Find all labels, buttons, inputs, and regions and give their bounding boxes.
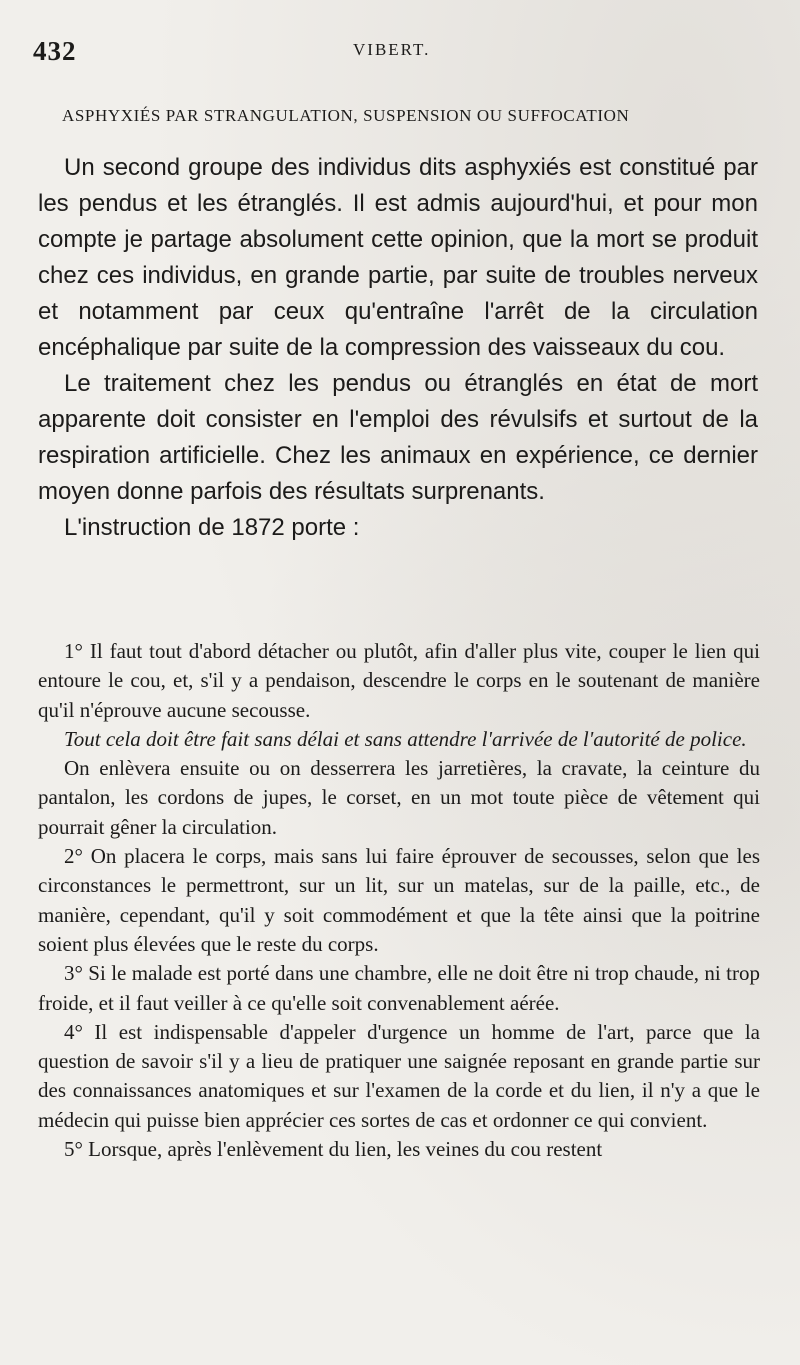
- paragraph: Le traitement chez les pendus ou étranglés en état de mort apparente doit consister en l'emploi des révulsifs et surtout de la respiration artificielle. Chez les animaux en expérience, ce dernier moyen donne parfois des résultats surprenants.: [38, 370, 758, 505]
- instruction-item: 2° On placera le corps, mais sans lui faire éprouver de secousses, selon que les circonstances le permettront, sur un lit, sur un matelas, sur de la paille, etc., de manière, cependant, qu'il y soit commodément et que la tête ainsi que la poitrine soient plus élevées que le reste du corps.: [38, 844, 760, 956]
- instruction-item: 3° Si le malade est porté dans une chambre, elle ne doit être ni trop chaude, ni trop froide, et il faut veiller à ce qu'elle soit convenablement aérée.: [38, 961, 760, 1015]
- instruction-text: [38, 637, 760, 1164]
- page-number: 432: [33, 36, 77, 66]
- instruction-paragraph: On enlèvera ensuite ou on desserrera les jarretières, la cravate, la ceinture du pantalon, les cordons de jupes, le corset, en un mot toute pièce de vêtement qui pourrait gêner la circulation.: [38, 756, 760, 839]
- instruction-item: 5° Lorsque, après l'enlèvement du lien, les veines du cou restent: [64, 1137, 603, 1162]
- instruction-item: 4° Il est indispensable d'appeler d'urgence un homme de l'art, parce que la question de savoir s'il y a lieu de pratiquer une saignée reposant en grande partie sur des connaissances anatomiques et sur l'examen de la corde et du lien, il n'y a que le médecin qui puisse bien apprécier ces sortes de cas et ordonner ce qui convient.: [38, 1019, 760, 1132]
- page-header: [33, 36, 773, 68]
- section-title: ASPHYXIÉS PAR STRANGULATION, SUSPENSION OU SUFFOCATION: [62, 106, 630, 125]
- instruction-item: 1° Il faut tout d'abord détacher ou plutôt, afin d'aller plus vite, couper le lien qui entoure le cou, et, s'il y a pendaison, descendre le corps en le soutenant de manière qu'il n'éprouve aucune secousse.: [38, 639, 760, 722]
- body-text-large: [38, 150, 758, 546]
- paragraph: L'instruction de 1872 porte :: [64, 514, 360, 541]
- running-head: VIBERT.: [353, 40, 431, 59]
- paragraph: Un second groupe des individus dits asphyxiés est constitué par les pendus et les étranglés. Il est admis aujourd'hui, et pour mon compte je partage absolument cette opinion, que la mort se produit chez ces individus, en grande partie, par suite de troubles nerveux et notamment par ceux qu'entraîne l'arrêt de la circulation encéphalique par suite de la compression des vaisseaux du cou.: [38, 154, 758, 361]
- instruction-note: Tout cela doit être fait sans délai et sans attendre l'arrivée de l'autorité de police.: [64, 726, 747, 751]
